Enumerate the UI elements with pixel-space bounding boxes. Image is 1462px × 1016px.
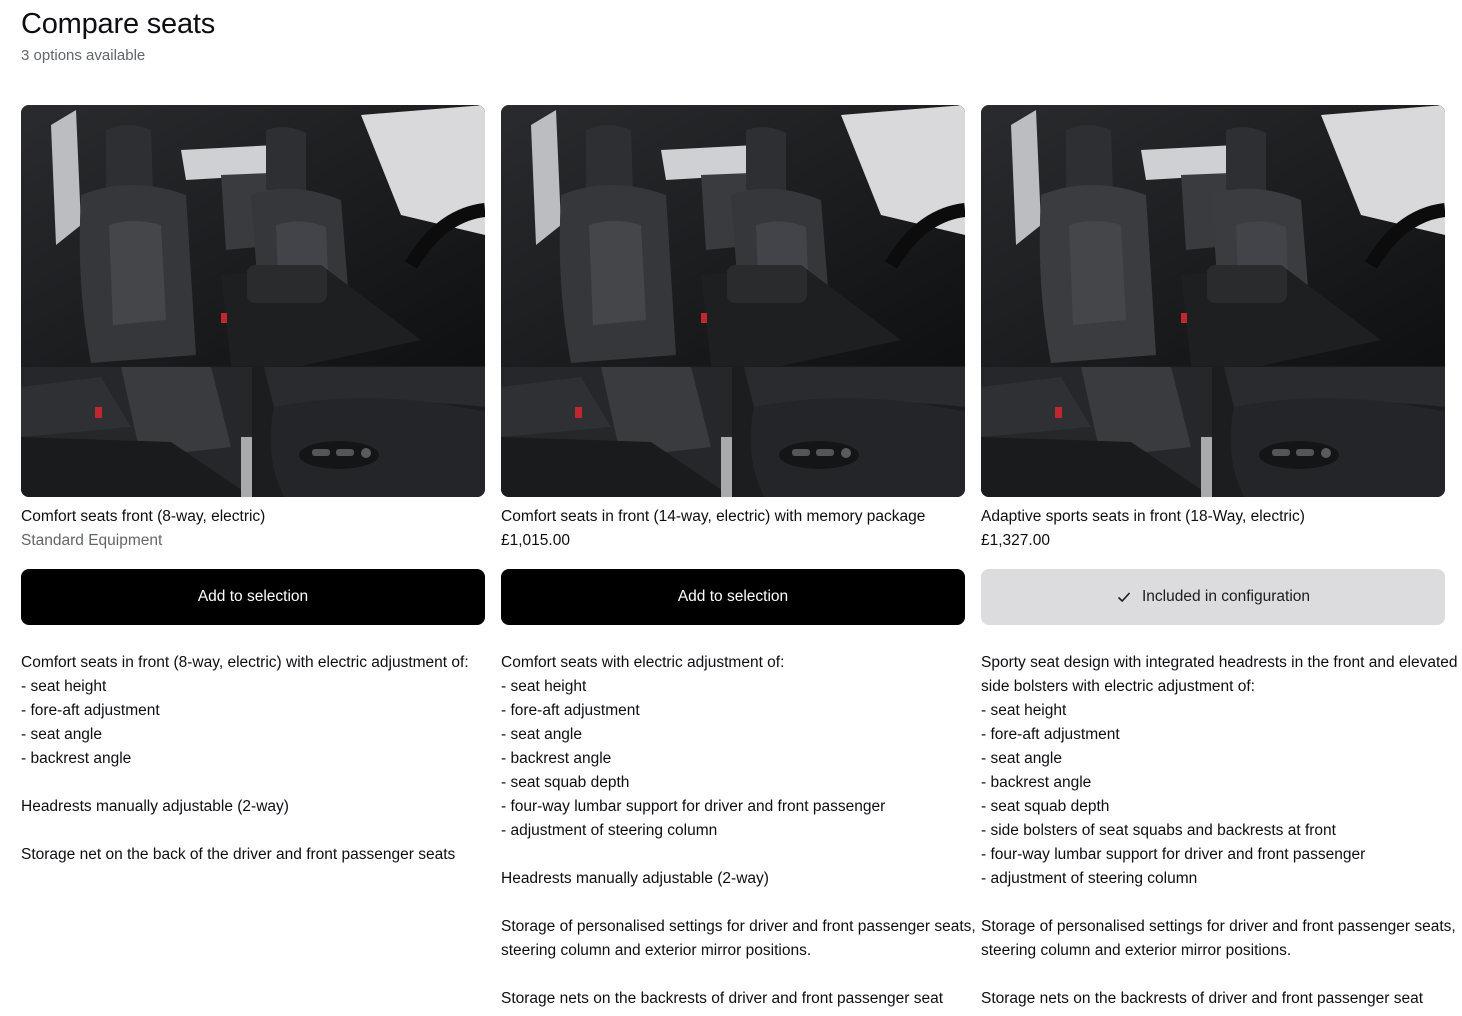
- button-label: Add to selection: [197, 588, 309, 605]
- description-line: - seat angle: [501, 726, 582, 743]
- paragraph-gap: [21, 819, 489, 843]
- seat-main-image[interactable]: [501, 105, 965, 366]
- option-name: Comfort seats front (8-way, electric): [21, 508, 266, 525]
- option-description: [981, 651, 1458, 1011]
- seat-detail-image-controls[interactable]: [254, 367, 485, 497]
- description-line: - seat angle: [981, 750, 1062, 767]
- description-line: - fore-aft adjustment: [981, 726, 1120, 743]
- description-line: - four-way lumbar support for driver and front passenger: [981, 846, 1366, 863]
- seat-main-image[interactable]: [981, 105, 1445, 366]
- description-line: Comfort seats in front (8-way, electric) with electric adjustment of:: [21, 654, 469, 671]
- description-line: - seat height: [501, 678, 587, 695]
- description-line: side bolsters with electric adjustment of:: [981, 678, 1255, 695]
- button-label: Included in configuration: [1141, 588, 1311, 605]
- description-line: - adjustment of steering column: [501, 822, 718, 839]
- description-line: - adjustment of steering column: [981, 870, 1198, 887]
- description-line: - four-way lumbar support for driver and front passenger: [501, 798, 886, 815]
- description-line: Headrests manually adjustable (2-way): [21, 798, 289, 815]
- description-line: - backrest angle: [981, 774, 1092, 791]
- seat-detail-image-side[interactable]: [21, 367, 252, 497]
- paragraph-gap: [501, 891, 969, 915]
- included-in-configuration-button[interactable]: [981, 569, 1445, 625]
- seat-image-gallery: [981, 105, 1445, 497]
- description-line: - backrest angle: [21, 750, 132, 767]
- seat-option-card: [981, 105, 1458, 1007]
- option-name: Comfort seats in front (14-way, electric) with memory package: [501, 508, 926, 525]
- description-line: Storage nets on the backrests of driver and front passenger seat: [501, 990, 944, 1007]
- seat-option-card: [21, 105, 485, 863]
- paragraph-gap: [981, 891, 1449, 915]
- seat-option-card: [501, 105, 976, 1007]
- option-price: Standard Equipment: [21, 532, 163, 549]
- seat-detail-image-side[interactable]: [501, 367, 732, 497]
- options-count: 3 options available: [21, 47, 146, 64]
- paragraph-gap: [981, 963, 1449, 987]
- page-title: Compare seats: [21, 8, 216, 40]
- description-line: steering column and exterior mirror positions.: [501, 942, 812, 959]
- check-icon: [1116, 589, 1132, 605]
- option-description: [501, 651, 976, 1011]
- description-line: Headrests manually adjustable (2-way): [501, 870, 769, 887]
- description-line: - fore-aft adjustment: [21, 702, 160, 719]
- description-line: - seat height: [21, 678, 107, 695]
- description-line: - seat height: [981, 702, 1067, 719]
- button-label: Add to selection: [677, 588, 789, 605]
- option-price: £1,327.00: [981, 532, 1050, 549]
- description-line: Sporty seat design with integrated headrests in the front and elevated: [981, 654, 1458, 671]
- paragraph-gap: [21, 771, 489, 795]
- description-line: Storage net on the back of the driver and front passenger seats: [21, 846, 456, 863]
- description-line: - seat squab depth: [981, 798, 1110, 815]
- description-line: Comfort seats with electric adjustment of:: [501, 654, 785, 671]
- add-to-selection-button[interactable]: [21, 569, 485, 625]
- description-line: steering column and exterior mirror positions.: [981, 942, 1292, 959]
- option-price: £1,015.00: [501, 532, 570, 549]
- seat-detail-image-controls[interactable]: [1214, 367, 1445, 497]
- description-line: - side bolsters of seat squabs and backrests at front: [981, 822, 1336, 839]
- seat-detail-image-controls[interactable]: [734, 367, 965, 497]
- description-line: - backrest angle: [501, 750, 612, 767]
- seat-main-image[interactable]: [21, 105, 485, 366]
- seat-detail-image-side[interactable]: [981, 367, 1212, 497]
- option-description: [21, 651, 489, 867]
- description-line: Storage of personalised settings for driver and front passenger seats,: [981, 918, 1456, 935]
- paragraph-gap: [501, 843, 969, 867]
- description-line: Storage of personalised settings for driver and front passenger seats,: [501, 918, 976, 935]
- paragraph-gap: [501, 963, 969, 987]
- seat-image-gallery: [501, 105, 965, 497]
- description-line: - fore-aft adjustment: [501, 702, 640, 719]
- description-line: - seat angle: [21, 726, 102, 743]
- description-line: - seat squab depth: [501, 774, 630, 791]
- add-to-selection-button[interactable]: [501, 569, 965, 625]
- description-line: Storage nets on the backrests of driver and front passenger seat: [981, 990, 1424, 1007]
- option-name: Adaptive sports seats in front (18-Way, electric): [981, 508, 1305, 525]
- seat-image-gallery: [21, 105, 485, 497]
